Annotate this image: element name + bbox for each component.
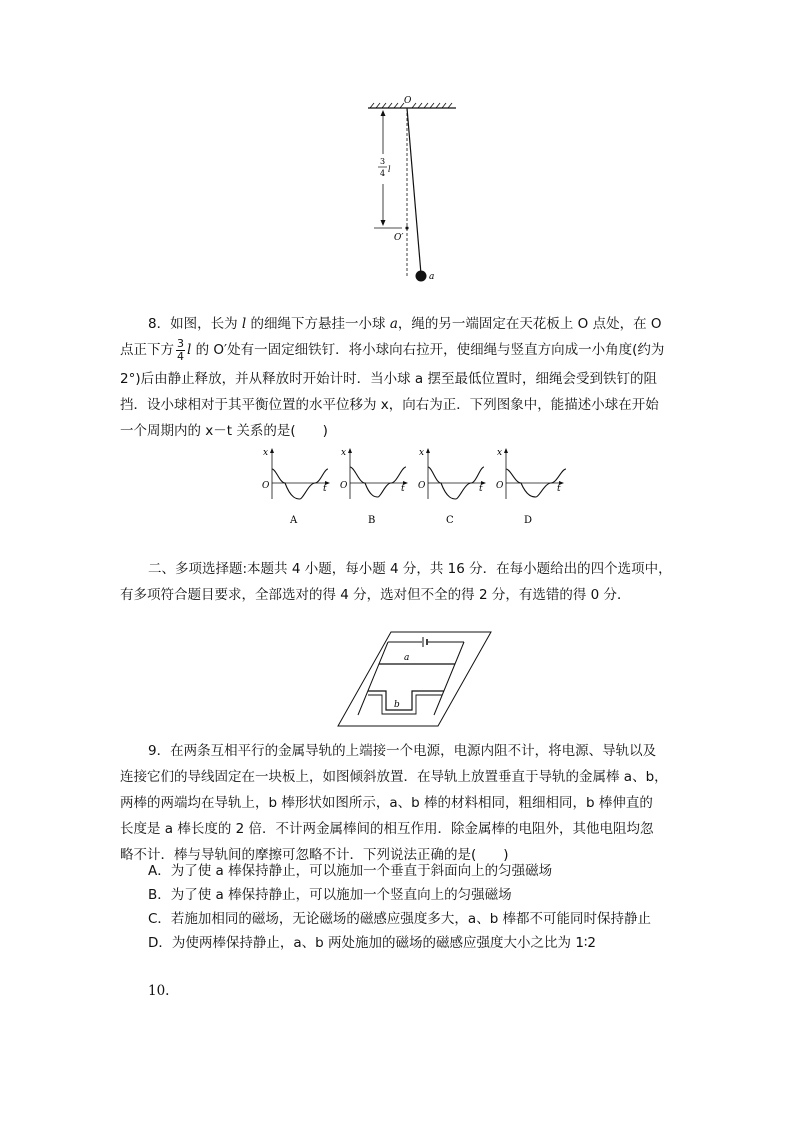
label-O-prime: O′ (394, 233, 404, 243)
origin-label: O (262, 481, 270, 491)
pendulum-figure (360, 92, 470, 292)
dimension-arrow-top (381, 110, 386, 116)
label-O: O (404, 96, 412, 106)
x-axis-label: x (263, 448, 269, 458)
q9-option-d[interactable]: D．为使两棒保持静止，a、b 两处施加的磁场的磁感应强度大小之比为 1∶2 (148, 935, 597, 951)
origin-label: O (496, 481, 504, 491)
right-rail (434, 642, 464, 715)
y-axis-arrow (504, 448, 508, 453)
pendulum-ball (416, 271, 427, 282)
q9-option-b[interactable]: B．为了使 a 棒保持静止，可以施加一个竖直向上的匀强磁场 (148, 887, 512, 903)
q8-line1-pre: 8．如图，长为 (148, 316, 242, 332)
origin-label: O (418, 481, 426, 491)
dim-frac-l: l (388, 165, 391, 174)
q8-line1 (148, 311, 662, 337)
q9-option-a[interactable]: A．为了使 a 棒保持静止，可以施加一个垂直于斜面向上的匀强磁场 (148, 863, 553, 879)
option-graph-d (492, 445, 568, 530)
t-axis-label: t (557, 484, 561, 494)
pendulum-string (407, 108, 421, 274)
q8-line2-post: 的 O′处有一固定细铁钉．将小球向右拉开，使细绳与竖直方向成一小角度(约为 (191, 342, 665, 358)
q8-graph-row (258, 445, 568, 530)
y-axis-arrow (348, 448, 352, 453)
dim-frac-den: 4 (380, 169, 386, 178)
label-ball-a: a (429, 272, 435, 282)
q8-line1-mid: 的细绳下方悬挂一小球 (246, 316, 390, 332)
q8-line5: 一个周期内的 x－t 关系的是( ) (120, 423, 328, 439)
q8-line2 (120, 337, 664, 363)
option-graph-b (336, 445, 412, 530)
x-axis-label: x (341, 448, 347, 458)
q8-line2-l: l (187, 342, 192, 358)
q9-option-c[interactable]: C．若施加相同的磁场，无论磁场的磁感应强度多大，a、b 棒都不可能同时保持静止 (148, 911, 652, 927)
t-axis-label: t (479, 484, 483, 494)
option-label-a: A (290, 515, 298, 526)
q8-line1-a: a (389, 316, 398, 332)
q8-line3: 2°)后由静止释放，并从释放时开始计时．当小球 a 摆至最低位置时，细绳会受到铁钉的阻 (120, 371, 657, 387)
rod-b (368, 691, 444, 710)
t-axis-label: t (323, 484, 327, 494)
section2-line2: 有多项符合题目要求，全部选对的得 4 分，选对但不全的得 2 分，有选错的得 0 分． (120, 587, 631, 603)
rail-circuit-figure (336, 630, 494, 730)
q9-line3: 两棒的两端均在导轨上，b 棒形状如图所示，a、b 棒的材料相同，粗细相同，b 棒伸直的 (120, 795, 653, 811)
displacement-curve (350, 467, 406, 497)
x-axis-label: x (419, 448, 425, 458)
q10-number: 10. (148, 983, 170, 999)
q9-line5: 略不计．棒与导轨间的摩擦可忽略不计．下列说法正确的是( ) (120, 847, 509, 863)
q9-line1: 9．在两条互相平行的金属导轨的上端接一个电源，电源内阻不计，将电源、导轨以及 (148, 743, 657, 759)
q8-line1-post: ，绳的另一端固定在天花板上 O 点处，在 O (397, 316, 662, 332)
q8-frac-num: 3 (177, 336, 184, 350)
q8-line2-pre: 点正下方 (120, 342, 174, 358)
rod-b-inner (368, 695, 442, 714)
t-axis-label: t (401, 484, 405, 494)
section2-line1: 二、多项选择题:本题共 4 小题，每小题 4 分，共 16 分．在每小题给出的四个选项中， (148, 561, 672, 577)
nail-point (405, 226, 408, 229)
option-graph-c (414, 445, 490, 530)
option-label-b: B (368, 515, 376, 526)
option-label-c: C (446, 515, 454, 526)
dimension-arrow-bottom (381, 220, 386, 226)
option-label-d: D (524, 515, 533, 526)
origin-label: O (340, 481, 348, 491)
q8-fraction (176, 338, 185, 363)
dim-frac-num: 3 (380, 157, 386, 166)
q8-frac-den: 4 (177, 349, 184, 363)
displacement-curve (272, 469, 328, 499)
x-axis-label: x (497, 448, 503, 458)
left-rail (358, 642, 388, 715)
q8-line4: 挡．设小球相对于其平衡位置的水平位移为 x，向右为正．下列图象中，能描述小球在开始 (120, 397, 659, 413)
q8-line1-l: l (241, 316, 247, 332)
option-graph-a (258, 445, 334, 530)
q9-line4: 长度是 a 棒长度的 2 倍．不计两金属棒间的相互作用．除金属棒的电阻外，其他电阻均忽 (120, 821, 654, 837)
label-rod-b: b (394, 700, 400, 710)
inclined-board (338, 632, 491, 726)
y-axis-arrow (426, 448, 430, 453)
y-axis-arrow (270, 448, 274, 453)
q9-line2: 连接它们的导线固定在一块板上，如图倾斜放置．在导轨上放置垂直于导轨的金属棒 a、b， (120, 769, 668, 785)
label-rod-a: a (404, 653, 410, 663)
